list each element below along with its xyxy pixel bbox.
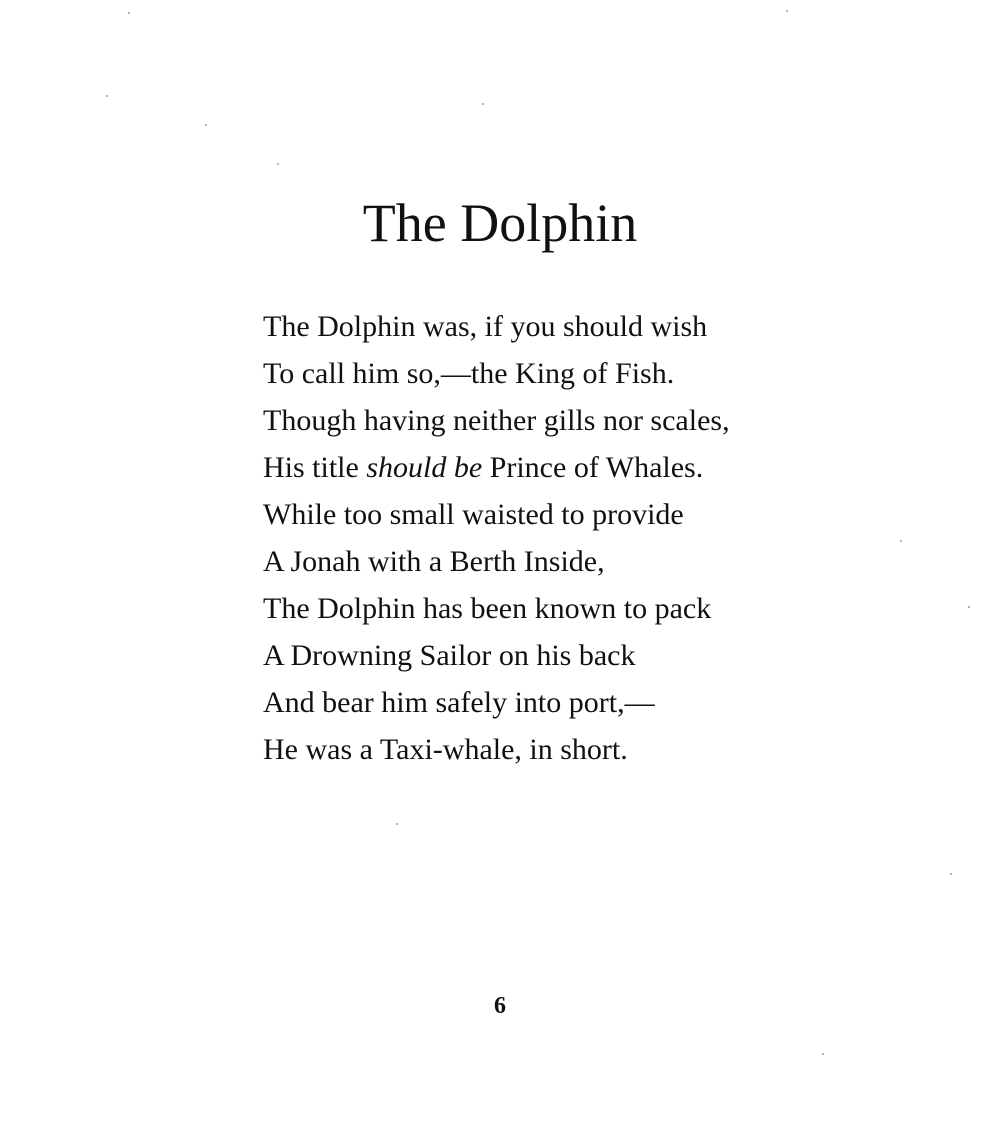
poem-body	[263, 303, 823, 773]
poem-line: He was a Taxi-whale, in short.	[263, 733, 628, 766]
poem-title: The Dolphin	[362, 193, 638, 253]
poem-line-segment: His title	[263, 451, 367, 484]
poem-line: The Dolphin has been known to pack	[263, 592, 712, 625]
poem-line: Though having neither gills nor scales,	[263, 404, 730, 437]
scan-speck	[205, 124, 207, 126]
scan-speck	[482, 103, 484, 105]
scan-speck	[950, 873, 952, 875]
scan-speck	[106, 95, 108, 97]
page-number: 6	[494, 993, 506, 1019]
poem-line: A Jonah with a Berth Inside,	[263, 545, 605, 578]
scan-speck	[786, 10, 788, 12]
scan-speck	[900, 540, 902, 542]
scan-speck	[128, 12, 130, 14]
poem-line-segment: Prince of Whales.	[482, 451, 704, 484]
poem-line: A Drowning Sailor on his back	[263, 639, 636, 672]
poem-line	[263, 444, 823, 491]
scan-speck	[277, 163, 279, 165]
scan-speck	[968, 606, 970, 608]
poem-line-italic: should be	[366, 451, 483, 484]
poem-line: And bear him safely into port,—	[263, 686, 655, 719]
scan-speck	[396, 823, 398, 825]
scan-speck	[822, 1053, 824, 1055]
poem-line: To call him so,—the King of Fish.	[263, 357, 675, 390]
poem-line: The Dolphin was, if you should wish	[263, 310, 708, 343]
poem-line: While too small waisted to provide	[263, 498, 684, 531]
